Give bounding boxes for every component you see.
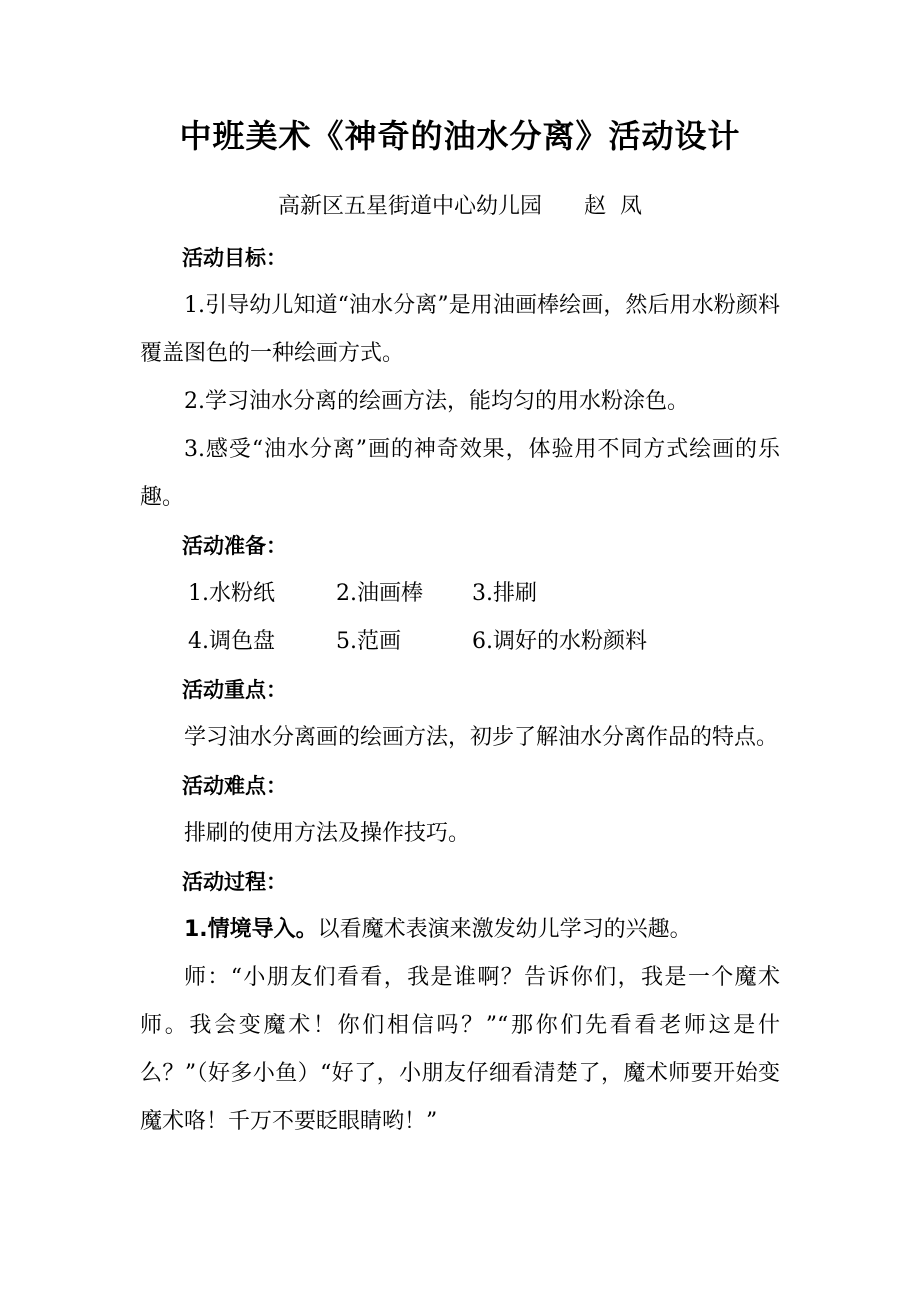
prep-heading: 活动准备：	[182, 534, 287, 558]
process-step-1	[140, 906, 780, 954]
prep-item-1: 1.水粉纸	[188, 581, 275, 606]
goals-heading: 活动目标：	[182, 246, 287, 270]
goal-item-3: 3.感受“油水分离”画的神奇效果，体验用不同方式绘画的乐趣。	[140, 437, 780, 510]
goal-item-2: 2.学习油水分离的绘画方法，能均匀的用水粉涂色。	[184, 389, 689, 414]
document-body	[140, 234, 780, 1146]
difficulty-text: 排刷的使用方法及操作技巧。	[184, 821, 471, 846]
prep-item-2: 2.油画棒	[336, 581, 423, 606]
process-step-1-lead: 1.情境导入。	[184, 917, 318, 942]
process-dialogue: 师：“小朋友们看看，我是谁啊？告诉你们，我是一个魔术师。我会变魔术！你们相信吗？”“那你们先看看老师这是什么？”（好多小鱼）“好了，小朋友仔细看清楚了，魔术师要开始变魔术咯！千万不要眨眼睛哟！”	[140, 965, 780, 1134]
process-heading: 活动过程：	[182, 870, 287, 894]
document-title: 中班美术《神奇的油水分离》活动设计	[179, 117, 741, 155]
prep-item-5: 5.范画	[336, 629, 401, 654]
goal-item-1: 1.引导幼儿知道“油水分离”是用油画棒绘画，然后用水粉颜料覆盖图色的一种绘画方式。	[140, 293, 780, 366]
key-point-text: 学习油水分离画的绘画方法，初步了解油水分离作品的特点。	[184, 725, 779, 750]
prep-row-2	[140, 618, 780, 666]
prep-item-6: 6.调好的水粉颜料	[472, 629, 647, 654]
difficulty-heading: 活动难点：	[182, 774, 287, 798]
prep-item-3: 3.排刷	[472, 581, 537, 606]
author-byline: 高新区五星街道中心幼儿园 赵 凤	[278, 194, 642, 219]
prep-item-4: 4.调色盘	[188, 629, 275, 654]
prep-row-1	[140, 570, 780, 618]
key-point-heading: 活动重点：	[182, 678, 287, 702]
process-step-1-text: 以看魔术表演来激发幼儿学习的兴趣。	[317, 917, 692, 942]
